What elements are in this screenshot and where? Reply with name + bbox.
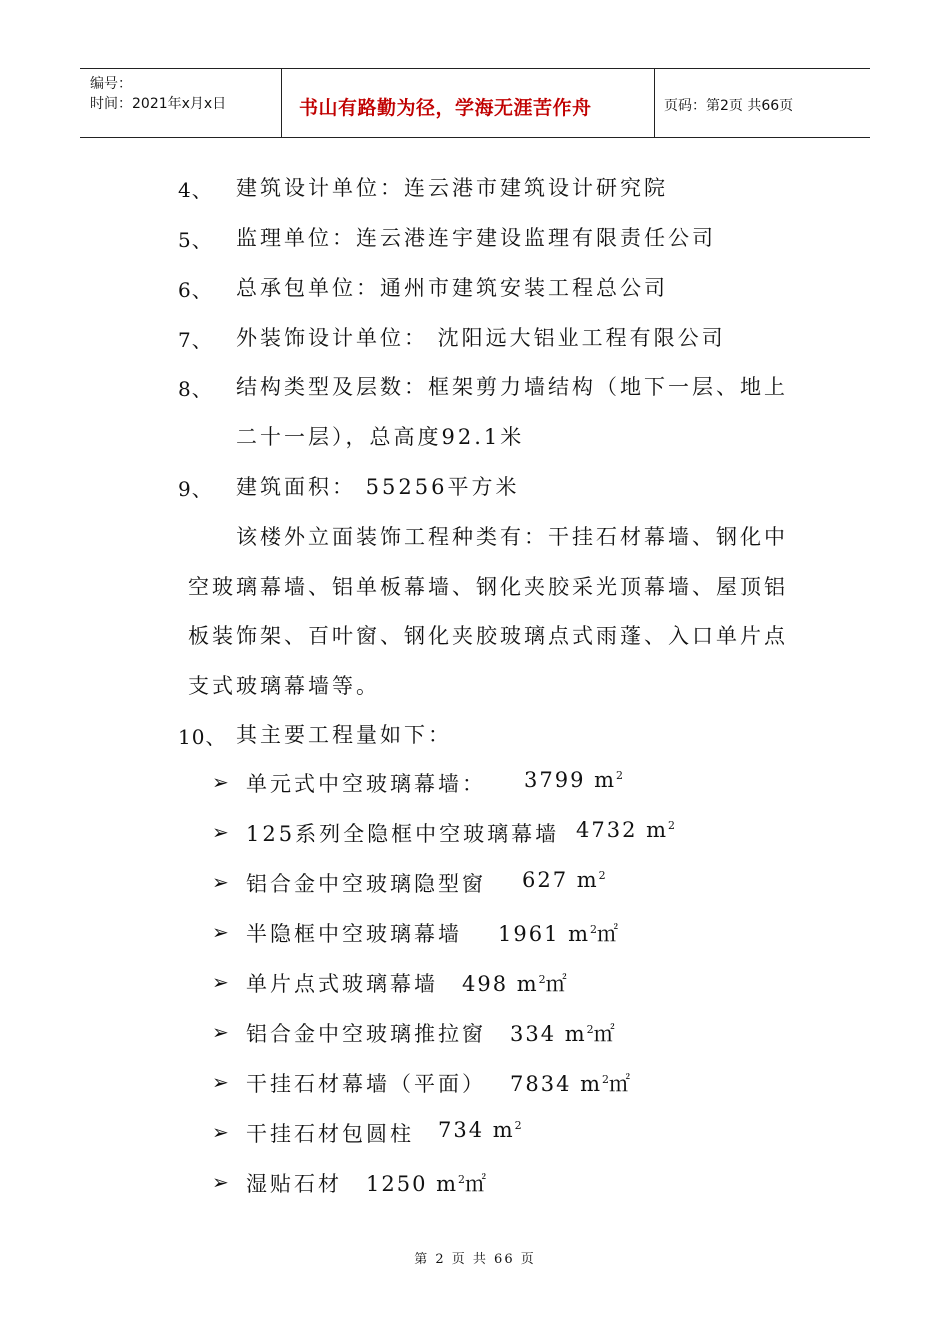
arrow-right-icon: ➢: [212, 1070, 229, 1094]
paragraph-line: 空玻璃幕墙、铝单板幕墙、钢化夹胶采光顶幕墙、屋顶铝: [188, 575, 788, 599]
item-quantity: 734 $m^2$: [438, 1118, 522, 1142]
item-name: 干挂石材包圆柱: [246, 1122, 414, 1146]
item-text: 建筑面积： 55256平方米: [236, 475, 520, 499]
time-label: 时间：2021年x月x日: [90, 96, 227, 112]
header-motto: [281, 69, 655, 137]
item-name: 湿贴石材: [246, 1172, 342, 1196]
item-quantity: 498 $m^2㎡$: [462, 972, 569, 996]
arrow-right-icon: ➢: [212, 1020, 229, 1044]
item-text: 结构类型及层数：框架剪力墙结构（地下一层、地上: [236, 375, 788, 399]
code-label: 编号：: [90, 76, 132, 92]
arrow-right-icon: ➢: [212, 920, 229, 944]
item-number: 4、: [178, 178, 213, 202]
arrow-right-icon: ➢: [212, 1120, 229, 1144]
item-number: 7、: [178, 328, 213, 352]
item-number: 9、: [178, 477, 213, 501]
item-quantity: 3799 $m^2$: [524, 768, 624, 792]
item-quantity: 7834 $m^2㎡$: [510, 1072, 633, 1096]
item-name: 铝合金中空玻璃隐型窗: [246, 872, 486, 896]
item-number: 8、: [178, 377, 213, 401]
item-name: 铝合金中空玻璃推拉窗: [246, 1022, 486, 1046]
item-number: 10、: [178, 725, 227, 749]
item-number: 5、: [178, 228, 213, 252]
arrow-right-icon: ➢: [212, 820, 229, 844]
motto-text: 书山有路勤为径，学海无涯苦作舟: [299, 97, 592, 119]
paragraph-line: 板装饰架、百叶窗、钢化夹胶玻璃点式雨蓬、入口单片点: [188, 624, 788, 648]
item-name: 半隐框中空玻璃幕墙: [246, 922, 462, 946]
item-text: 建筑设计单位：连云港市建筑设计研究院: [236, 176, 668, 200]
item-name: 125系列全隐框中空玻璃幕墙: [246, 822, 560, 846]
paragraph-line: 该楼外立面装饰工程种类有：干挂石材幕墙、钢化中: [236, 525, 788, 549]
header-page-info: [654, 69, 870, 137]
item-text: 总承包单位：通州市建筑安装工程总公司: [236, 276, 668, 300]
item-quantity: 4732 $m^2$: [576, 818, 676, 842]
item-quantity: 334 $m^2㎡$: [510, 1022, 617, 1046]
item-quantity: 1961 $m^2㎡$: [498, 922, 621, 946]
item-name: 干挂石材幕墙（平面）: [246, 1072, 486, 1096]
arrow-right-icon: ➢: [212, 1170, 229, 1194]
page-info-text: 页码：第2页 共66页: [664, 98, 794, 114]
arrow-right-icon: ➢: [212, 770, 229, 794]
item-text: 监理单位：连云港连宇建设监理有限责任公司: [236, 226, 716, 250]
paragraph-line: 支式玻璃幕墙等。: [188, 674, 380, 698]
page-header: [80, 68, 870, 138]
item-text: 其主要工程量如下：: [236, 723, 452, 747]
item-number: 6、: [178, 278, 213, 302]
page-footer: 第 2 页 共 66 页: [414, 1252, 536, 1267]
arrow-right-icon: ➢: [212, 970, 229, 994]
item-text-continued: 二十一层），总高度92.1米: [236, 425, 525, 449]
header-meta: [80, 69, 282, 137]
item-quantity: 1250 $m^2㎡$: [366, 1172, 489, 1196]
item-name: 单片点式玻璃幕墙: [246, 972, 438, 996]
item-quantity: 627 $m^2$: [522, 868, 606, 892]
item-text: 外装饰设计单位： 沈阳远大铝业工程有限公司: [236, 326, 726, 350]
arrow-right-icon: ➢: [212, 870, 229, 894]
item-name: 单元式中空玻璃幕墙：: [246, 772, 486, 796]
